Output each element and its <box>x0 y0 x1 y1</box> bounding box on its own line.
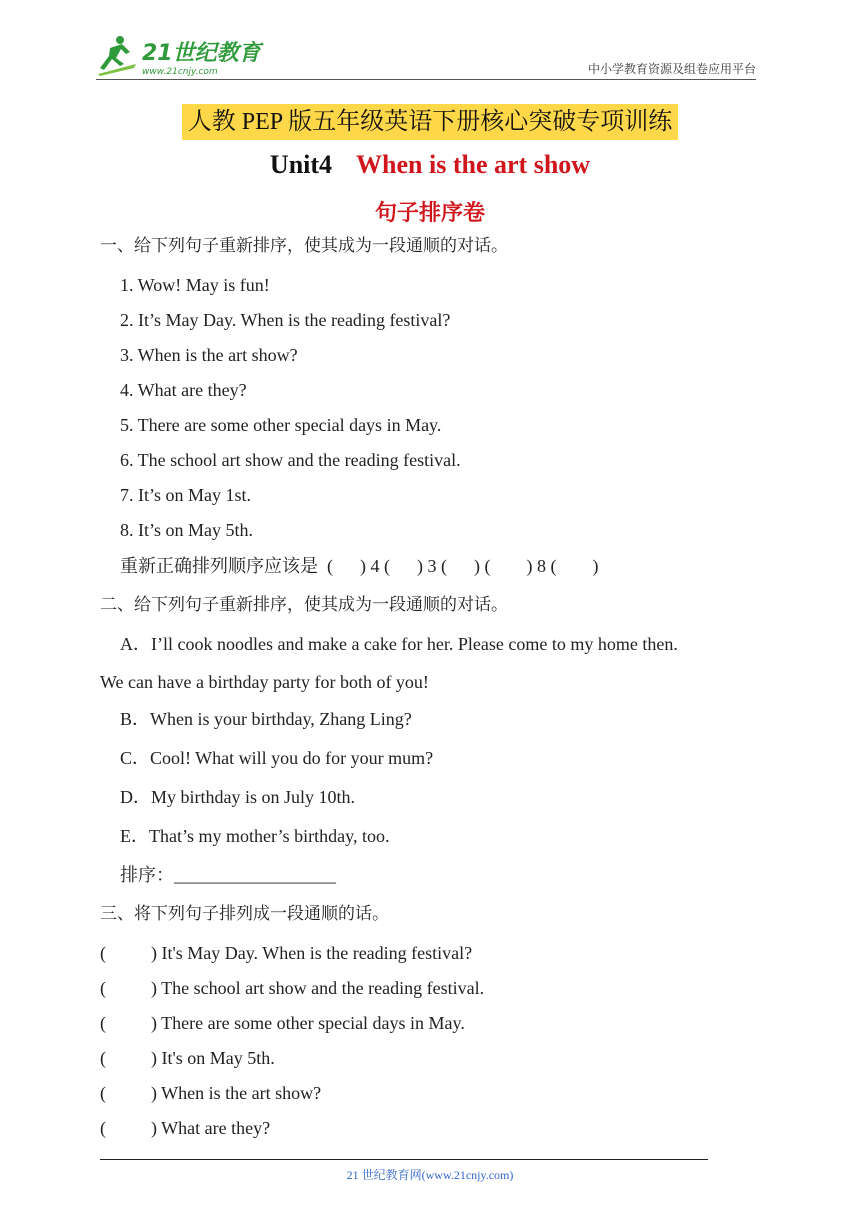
section3-item: ( ) It's May Day. When is the reading festival? <box>100 943 473 963</box>
section1-item: 7. It’s on May 1st. <box>120 485 252 505</box>
section3-item: ( ) It's on May 5th. <box>100 1048 275 1068</box>
section2-item-d: D．My birthday is on July 10th. <box>120 787 356 807</box>
footer-rule <box>100 1159 708 1160</box>
section3-item: ( ) What are they? <box>100 1118 271 1138</box>
footer-text[interactable]: 21 世纪教育网(www.21cnjy.com) <box>346 1168 514 1182</box>
svg-text:www.21cnjy.com: www.21cnjy.com <box>142 67 218 77</box>
unit-label: Unit4 <box>269 150 333 179</box>
page-header <box>96 30 756 80</box>
section2-item-e: E．That’s my mother’s birthday, too. <box>120 826 390 846</box>
section1-item: 2. It’s May Day. When is the reading festival? <box>120 310 451 330</box>
section2-item-b: B．When is your birthday, Zhang Ling? <box>120 709 412 729</box>
header-rule <box>96 79 756 80</box>
section3-item: ( ) There are some other special days in May. <box>100 1013 465 1033</box>
section1-answer-line: 重新正确排列顺序应该是 ( ) 4 ( ) 3 ( ) ( ) 8 ( ) <box>120 556 599 576</box>
section1-item: 6. The school art show and the reading festival. <box>120 450 461 470</box>
section3-item: ( ) The school art show and the reading festival. <box>100 978 485 998</box>
section1-heading: 一、给下列句子重新排序，使其成为一段通顺的对话。 <box>100 236 508 256</box>
section1-item: 8. It’s on May 5th. <box>120 520 253 540</box>
section3-heading: 三、将下列句子排列成一段通顺的话。 <box>100 904 389 924</box>
section3-item: ( ) When is the art show? <box>100 1083 322 1103</box>
worksheet-subtitle: 句子排序卷 <box>374 201 485 226</box>
unit-title: When is the art show <box>356 150 591 179</box>
logo-21cnjy <box>96 30 266 80</box>
section1-item: 4. What are they? <box>120 380 247 400</box>
unit-heading <box>0 150 860 180</box>
section2-item-c: C．Cool! What will you do for your mum? <box>120 748 434 768</box>
section1-item: 5. There are some other special days in May. <box>120 415 442 435</box>
platform-text: 中小学教育资源及组卷应用平台 <box>587 62 756 76</box>
svg-text:21世纪教育: 21世纪教育 <box>142 41 261 66</box>
section1-item: 3. When is the art show? <box>120 345 298 365</box>
section2-item-a: A．I’ll cook noodles and make a cake for her. Please come to my home then. <box>120 634 678 654</box>
section2-heading: 二、给下列句子重新排序，使其成为一段通顺的对话。 <box>100 595 508 615</box>
document-title: 人教 PEP 版五年级英语下册核心突破专项训练 <box>182 104 678 140</box>
section2-order-field[interactable]: 排序：__________________ <box>120 865 336 885</box>
section1-item: 1. Wow! May is fun! <box>120 275 270 295</box>
section2-item-a-cont: We can have a birthday party for both of you! <box>100 672 429 692</box>
title-wrap <box>0 104 860 140</box>
